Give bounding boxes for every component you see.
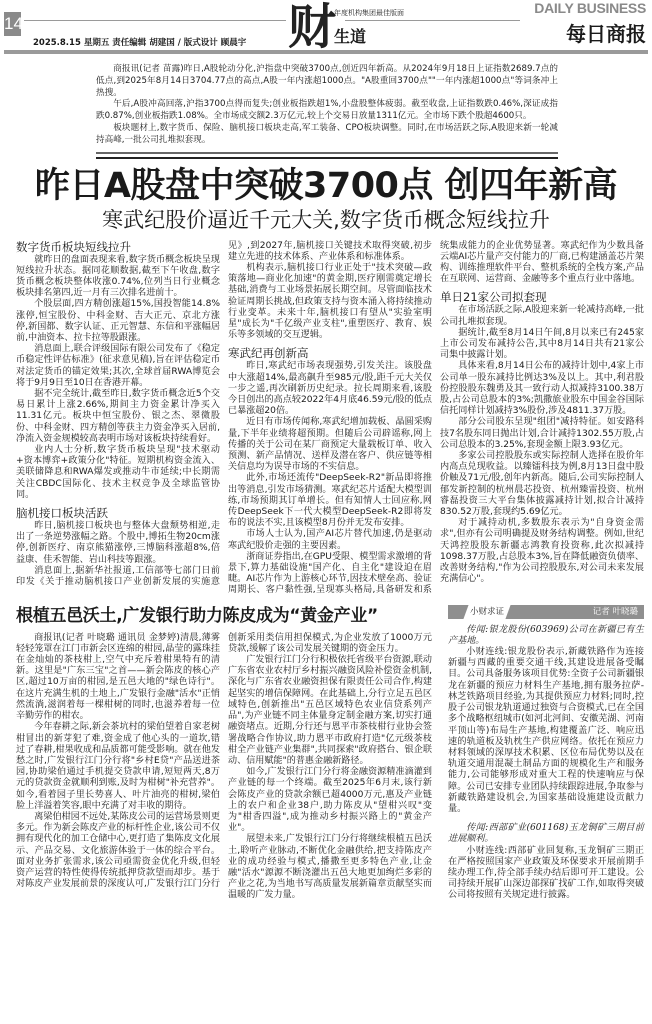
section-heading: 寒武纪再创新高 <box>228 346 309 361</box>
lead-paragraph: 午后,A股冲高回落,沪指3700点得而复失;创业板指跌超1%,小盘股整体疲弱。截至收盘,上证指数跌0.46%,深证成指跌0.87%,创业板指跌1.08%。全市场成交额2.3万亿元,较上个交易日放量1311亿元。全市场下跌个股超4600只。 <box>96 99 558 122</box>
article-paragraph: 具体来看,8月14日公布的减持计划中,4家上市公司单一股东减持比例达3%及以上。其中,利君股份控股股东魏勇及其一致行动人拟减持3100.38万股,占公司总股本的3%;凯撒旅业股东中国金谷国际信托同样计划减持3%股份,涉及4811.37万股。 <box>440 361 644 417</box>
article-paragraph: 业内人士分析,数字货币板块呈现"技术驱动+资本博弈+政策分化"特征。短期机构资金流入、美联储降息和RWA爆发或推动牛市延续;中长期需关注CBDC国际化、技术主权竞争及全球监管协同。 <box>16 445 220 500</box>
article-paragraph: 多家公司控股股东或实际控制人选择在股价年内高点兑现收益。以臻镭科技为例,8月13日盘中股价触及71元/股,创年内新高。随后,公司实际控制人郁发新控制的杭州晨芯投资、杭州臻雷投资、杭州睿磊投资三大平台集体披露减持计划,拟合计减持830.52万股,套现约5.69亿元。 <box>440 451 644 518</box>
paper-name-en: DAILY BUSINESS <box>534 0 646 16</box>
sidebar-tag <box>463 605 510 619</box>
article-paragraph: 离梁伯柑园不远处,某陈皮公司的运营场景则更多元。作为新会陈皮产业的标杆性企业,该公司不仅拥有现代化的加工仓储中心,更打造了集陈皮文化展示、产品交易、文化旅游体验于一体的综合平台。面对业务扩张需求,该公司亟需资金优化升级,但轻资产运营的特性使得传统抵押贷款望而却步。基于对陈皮产业发展前景的深度认可,广发银行江门分行创新采用类信用担保模式,为企业发放了1000万元贷款,缓解了该公司发展关键期的资金压力。 <box>16 632 432 890</box>
article-paragraph: 据统计,截至8月14日午间,8月以来已有245家上市公司发布减持公告,其中8月14日共有21家公司集中披露计划。 <box>440 327 644 361</box>
sidebar-tag-label: 小财求证 <box>470 606 505 617</box>
award-text: 年度机构集团最佳版面 <box>334 9 404 17</box>
header-rule-top <box>24 20 286 21</box>
article-paragraph: 昨日,脑机接口板块也与整体大盘颓势相逆,走出了一条逆势涨幅之路。个股中,博拓生物20cm涨停,创新医疗、南京熊猫涨停,三博脑科涨超8%,倍益康、佳禾智能、岩山科技等跟涨。 <box>16 521 220 565</box>
reply-text: 小财连线:西部矿业回复称,玉龙铜矿三期正在严格按照国家产业政策及环保要求开展前期手续办理工作,待全部手续办结后即可开工建设。公司持续开展矿山深边部探矿找矿工作,如取得突破公司将按照有关规定进行披露。 <box>448 845 644 901</box>
top-article-body <box>16 241 644 597</box>
section-heading: 单日21家公司拟套现 <box>440 290 547 305</box>
article-paragraph: 消息面上,联合评级国际有限公司发布了《稳定币稳定性评估标准》(征求意见稿),旨在评估稳定币对法定货币的锚定效果;其次,全球首届RWA博览会将于9月9日至10日在香港开幕。 <box>16 344 220 388</box>
reply-text: 小财连线:银龙股份表示,新藏铁路作为连接新疆与西藏的重要交通干线,其建设进展备受瞩目。公司具备服务该项目优势:全资子公司新疆银龙在新疆的预应力材料生产基地,拥有服务拉萨-林芝铁路项目经验,为其提供预应力材料;同时,控股子公司银龙轨道通过独资与合资模式,已在全国多个战略枢纽城市(如河北河间、安徽芜湖、河南平顶山等)布局生产基地,构建覆盖广泛、响应迅速的轨道板及轨枕生产供应网络。依托在预应力材料领域的深厚技术积累、区位布局优势以及在轨道交通用混凝土制品方面的规模化生产和服务能力,公司能够形成对重大工程的快速响应与保障。公司已安排专业团队持续跟踪进展,争取参与新藏铁路建设机会,为国家基础设施建设贡献力量。 <box>448 647 644 814</box>
bottom-headline: 根植五邑沃土,广发银行助力陈皮成为“黄金产业” <box>16 605 378 626</box>
bottom-article <box>16 605 432 902</box>
sidebar-fact-check <box>448 625 644 902</box>
sidebar-column <box>448 605 644 902</box>
main-headline: 昨日A股盘中突破3700点 创四年新高 <box>34 165 618 206</box>
dateline: 2025.8.15 星期五 责任编辑 胡建国 / 版式设计 顾晨宇 <box>33 38 247 48</box>
article-paragraph: 浙商证券指出,在GPU受限、模型需求激增的背景下,算力基础设施"国产化、自主化"建设迫在眉睫。AI芯片作为上游核心环节,因技术壁垒高、验证周期长、客户黏性强,呈现寡头格局,具备研发和系统集成能力的企业优势显著。寒武纪作为少数具备云端AI芯片量产交付能力的厂商,已构建涵盖芯片架构、训练推理软件平台、整机系统的全栈方案,产品在互联网、运营商、金融等多个重点行业中落地。 <box>228 240 644 596</box>
bottom-article-body <box>16 633 432 902</box>
article-paragraph: 此外,市场还流传"DeepSeek-R2"新品即将推出等消息,引发市场猜测。寒武纪芯片适配大模型训练,市场预期其订单增长。但有知情人士回应称,网传DeepSeek下一代大模型DeepSeek-R2即将发布的说法不实,且该模型8月份并无发布安排。 <box>228 473 432 529</box>
lead-paragraph: 商报讯(记者 苗露)昨日,A股轮动分化,沪指盘中突破3700点,创近四年新高。从2024年9月18日上证指数2689.7点的低点,到2025年8月14日3704.77点的高点,A股一年内涨超1000点。"A股重回3700点""一年内涨超1000点"等词条冲上热搜。 <box>96 64 558 98</box>
article-paragraph: 广发银行江门分行积极依托省级平台资源,联动广东省农业农村厅乡村振兴融资风险补偿资金机制,深化与广东省农业融资担保有限责任公司合作,构建起坚实的增信保障网。在此基础上,分行立足五邑区域特色,创新推出"五邑区域特色农业信贷系列产品",为产业链不同主体量身定制金融方案,切实打通融资堵点。近期,分行还与恩平市茶枝柑行业协会签署战略合作协议,助力恩平市政府打造"亿元级茶枝柑全产业链产业集群",共同探索"政府搭台、银企联动、信用赋能"的普惠金融新路径。 <box>228 655 432 766</box>
article-paragraph: 就昨日的盘面表现来看,数字货币概念板块呈现短线拉升状态。据同花顺数据,截至下午收盘,数字货币概念板块整体收涨0.74%,位列当日行业概念板块排名第四,近一月有三次排名进前十。 <box>16 254 220 299</box>
paper-name-cn: 每日商报 <box>566 22 646 46</box>
article-paragraph: 市场人士认为,国产AI芯片替代加速,仍是驱动寒武纪股价走强的主要因素。 <box>228 529 432 551</box>
article-paragraph: 机构表示,脑机接口行业正处于"技术突破—政策落地—商业化加速"的黄金期,医疗刚需奠定增长基础,消费与工业场景拓展长期空间。尽管面临技术验证周期长挑战,但政策支持与资本涌入将持续推动行业变革。未来十年,脑机接口有望从"实验室明星"成长为"千亿级产业支柱",重塑医疗、教育、娱乐等多领域的交互逻辑。 <box>228 262 432 341</box>
section-heading: 数字货币板块短线拉升 <box>16 239 131 254</box>
article-paragraph: 在市场活跃之际,A股迎来新一轮减持高峰,一批公司扎堆拟套现。 <box>440 305 644 327</box>
lower-section <box>16 605 644 902</box>
double-rule-upper <box>96 152 558 154</box>
double-rule-lower <box>96 157 558 159</box>
lead-paragraph: 板块题材上,数字货币、保险、脑机接口板块走高,军工装备、CPO板块调整。同时,在市场活跃之际,A股迎来新一轮减持高峰,一批公司扎堆拟套现。 <box>96 122 558 145</box>
article-paragraph: 昨日,寒武纪市场表现强势,引发关注。该股盘中大涨超14%,最高飙升至985元/股,距千元大关仅一步之遥,再次刷新历史纪录。拉长周期来看,该股今日创出的高点较2022年4月底46.59元/股的低点已暴涨超20倍。 <box>228 361 432 417</box>
article-paragraph: 今年春耕之际,新会茶坑村的梁伯望着自家老树柑冒出的新芽犯了难,资金成了他心头的一道坎,错过了春耕,柑果收成和品质都可能受影响。就在他发愁之时,广发银行江门分行将"乡村E贷"产品送进茶园,协助梁伯通过手机提交贷款申请,短短两天,8万元的贷款资金就顺利到账,及时为柑树"补充营养"。如今,看着园子里长势喜人、叶片油亮的柑树,梁伯脸上洋溢着笑容,眼中充满了对丰收的期待。 <box>16 722 220 811</box>
rumor-text: 传闻:西部矿业(601168)玉龙铜矿三期目前进展顺利。 <box>448 823 644 845</box>
sub-headline: 寒武纪股价逼近千元大关,数字货币概念短线拉升 <box>102 207 550 232</box>
section-heading: 脑机接口板块活跃 <box>16 506 108 521</box>
section-name: 生道 <box>334 27 367 46</box>
header-rule-top-right <box>345 20 520 21</box>
section-logo-char: 财 <box>288 0 337 55</box>
rumor-text: 传闻:银龙股份(603969)公司在新疆已有生产基地。 <box>448 624 644 646</box>
article-paragraph: 部分公司股东呈现"组团"减持特征。如安路科技7名股东同日抛出计划,合计减持1302.55万股,占公司总股本的3.25%,套现金额上限3.93亿元。 <box>440 417 644 450</box>
sidebar-banner <box>448 605 644 619</box>
article-paragraph: 对于减持动机,多数股东表示为"自身资金需求",但亦有公司明确提及财务结构调整。例如,世纪天鸿控股股东新疆志鸿教育投资称,此次拟减持1098.37万股,占总股本3%,旨在降低融资负债率、改善财务结构,"作为公司控股股东,对公司未来发展充满信心"。 <box>440 518 644 585</box>
article-paragraph: 据不完全统计,截至昨日,数字货币概念近5个交易日累计上涨2.66%,期间主力资金累计净买入11.31亿元。板块中恒宝股份、银之杰、翠微股份、中科金财、四方精创等获主力资金净买入居前,净流入资金规模较高表明市场对该板块持续看好。 <box>16 389 220 444</box>
page-body <box>0 64 652 902</box>
article-paragraph: 如今,广发银行江门分行将金融资源精准滴灌到产业链的每一个终端。截至2025年6月末,该行新会陈皮产业的贷款余额已超4000万元,惠及产业链上的农户和企业38户,助力陈皮从"望柑兴叹"变为"柑香四溢",成为推动乡村振兴路上的"黄金产业"。 <box>228 767 432 834</box>
article-paragraph: 展望未来,广发银行江门分行将继续根植五邑沃土,聆听产业脉动,不断优化金融供给,把支持陈皮产业的成功经验与模式,播撒至更多特色产业,让金融"活水"源源不断浇灌出五邑大地更加绚烂多彩的产业之花,为当地书写高质量发展新篇章贡献坚实而温暖的广发力量。 <box>228 834 432 901</box>
page-number: 14 <box>4 12 21 36</box>
lead-paragraphs <box>96 64 558 147</box>
article-paragraph: 近日有市场传闻称,寒武纪增加载板、晶圆采购量,下半年业绩将超预期。但随后公司辟谣称,网上传播的关于公司在某厂商预定大量载板订单、收入预测、新产品情况、送样及潜在客户、供应链等相关信息均为误导市场的不实信息。 <box>228 417 432 473</box>
sidebar-byline: 记者 叶晓璐 <box>592 606 638 617</box>
article-paragraph: 商报讯(记者 叶晓璐 通讯员 金梦婷)清晨,薄雾轻轻笼罩在江门市新会区连绵的柑园,晶莹的露珠挂在金灿灿的茶枝柑上,空气中充斥着柑果特有的清新。这里是"广东三宝"之首——新会陈皮的核心产区,超过10万亩的柑园,是五邑大地的"绿色诗行"。在这片充满生机的土地上,广发银行金融"活水"正悄然流淌,滋润着每一棵柑树的同时,也滋养着每一位辛勤劳作的柑农。 <box>16 632 220 722</box>
article-paragraph: 消息面上,据新华社报道,工信部等七部门日前印发《关于推动脑机接口产业创新发展的实施意见》,到2027年,脑机接口关键技术取得突破,初步建立先进的技术体系、产业体系和标准体系。 <box>16 240 432 588</box>
article-paragraph: 个股层面,四方精创涨超15%,国投智能14.8%涨停,恒宝股份、中科金财、吉大正元、京北方涨停,新国都、数字认证、正元智慧、东信和平涨幅居前,中油资本、拉卡拉等股跟涨。 <box>16 299 220 343</box>
